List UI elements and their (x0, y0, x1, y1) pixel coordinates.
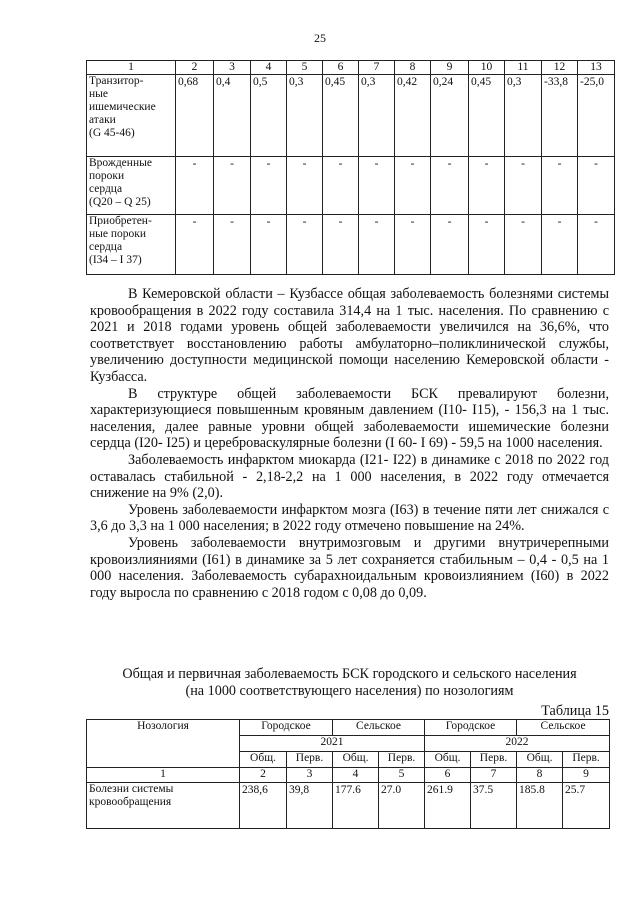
cell-value: 261.9 (425, 783, 471, 829)
cell-value: 27.0 (379, 783, 425, 829)
table-15 (86, 719, 610, 829)
cell-value: - (214, 157, 251, 215)
cell-value: - (323, 215, 359, 275)
cell-value: - (287, 215, 323, 275)
cell-value: 37.5 (471, 783, 517, 829)
cell-value: - (578, 157, 615, 215)
header-cell: 6 (323, 61, 359, 75)
cell-value: 0,3 (359, 75, 395, 157)
row-name-line: сердца (89, 241, 123, 253)
paragraph: Уровень заболеваемости инфарктом мозга (I63) в течение пяти лет снижался с 3,6 до 3,3 на 1 000 населения; в 2022 году отмечено повышение на 24%. (90, 501, 609, 535)
cell-value: - (214, 215, 251, 275)
cell-value: 0,4 (214, 75, 251, 157)
cell-value: - (469, 215, 505, 275)
row-name (87, 783, 240, 829)
row-name-line: сердца (89, 183, 123, 195)
paragraph: В структуре общей заболеваемости БСК превалируют болезни, характеризующиеся повышенным кровяным давлением (I10- I15), - 156,3 на 1 тыс. населения, далее равные уровни общей заболеваемости ишемические болезни сердца (I20- I25) и цереброваскулярные болезни (I 60- I 69) - 59,5 на 1000 населения. (90, 385, 609, 452)
header-cell: 11 (505, 61, 542, 75)
cell-value: - (359, 157, 395, 215)
cell-value: 185.8 (517, 783, 563, 829)
header-cell: 2 (176, 61, 214, 75)
table-header-row (87, 61, 615, 75)
table-row (87, 75, 615, 157)
table-header-row (87, 720, 610, 736)
primary-header: Перв. (287, 752, 333, 768)
table-caption (90, 666, 609, 699)
row-name-line: (Q20 – Q 25) (89, 196, 151, 208)
row-name-line: Транзитор- (89, 75, 144, 87)
caption-line: (на 1000 соответствующего населения) по нозологиям (185, 682, 514, 699)
cell-value: 0,3 (505, 75, 542, 157)
header-cell: 8 (395, 61, 431, 75)
column-number: 4 (333, 768, 379, 783)
cell-value: - (176, 157, 214, 215)
cell-value: - (578, 215, 615, 275)
table-row (87, 215, 615, 275)
row-name-line: (I34 – I 37) (89, 254, 142, 266)
column-number: 9 (563, 768, 610, 783)
year-header: 2021 (240, 736, 425, 752)
row-name-line: Приобретен- (89, 215, 152, 227)
cell-value: 0,5 (251, 75, 287, 157)
primary-header: Перв. (563, 752, 610, 768)
cell-value: 25.7 (563, 783, 610, 829)
table-row (87, 783, 610, 829)
cell-value: - (431, 157, 469, 215)
row-name-line: кровообращения (89, 796, 172, 808)
rural-header: Сельское (333, 720, 425, 736)
cell-value: - (395, 215, 431, 275)
total-header: Общ. (517, 752, 563, 768)
cell-value: - (359, 215, 395, 275)
cell-value: - (505, 215, 542, 275)
row-name (87, 75, 176, 157)
cell-value: - (469, 157, 505, 215)
cell-value: - (542, 157, 578, 215)
total-header: Общ. (240, 752, 287, 768)
column-number: 3 (287, 768, 333, 783)
column-number: 6 (425, 768, 471, 783)
table-label: Таблица 15 (541, 703, 609, 719)
cell-value: 0,3 (287, 75, 323, 157)
row-name-line: пороки (89, 170, 125, 182)
body-text (90, 286, 609, 601)
primary-header: Перв. (379, 752, 425, 768)
column-number-row (87, 768, 610, 783)
rural-header: Сельское (517, 720, 610, 736)
header-cell: 5 (287, 61, 323, 75)
row-name-line: ишемические (89, 101, 156, 113)
header-cell: 12 (542, 61, 578, 75)
urban-header: Городское (425, 720, 517, 736)
column-number: 7 (471, 768, 517, 783)
page-number: 25 (314, 31, 326, 45)
column-number: 2 (240, 768, 287, 783)
row-name-line: ные (89, 88, 108, 100)
nosology-header: Нозология (87, 720, 240, 768)
column-number: 5 (379, 768, 425, 783)
cell-value: - (287, 157, 323, 215)
cell-value: - (431, 215, 469, 275)
cell-value: - (251, 215, 287, 275)
cell-value: - (395, 157, 431, 215)
cell-value: 39,8 (287, 783, 333, 829)
cell-value: 238,6 (240, 783, 287, 829)
row-name-line: ные пороки (89, 228, 147, 240)
urban-header: Городское (240, 720, 333, 736)
paragraph: В Кемеровской области – Кузбассе общая заболеваемость болезнями системы кровообращения в 2022 году составила 314,4 на 1 тыс. населения. По сравнению с 2021 и 2018 годами уровень общей заболеваемости увеличился на 36,6%, что соответствует восстановлению работы амбулаторно–поликлинической службы, увеличению доступности медицинской помощи населению Кемеровской области - Кузбасса. (90, 286, 609, 385)
cell-value: 177.6 (333, 783, 379, 829)
cell-value: - (251, 157, 287, 215)
cell-value: 0,45 (469, 75, 505, 157)
cell-value: 0,45 (323, 75, 359, 157)
header-cell: 4 (251, 61, 287, 75)
row-name (87, 157, 176, 215)
column-number: 8 (517, 768, 563, 783)
cell-value: - (323, 157, 359, 215)
primary-header: Перв. (471, 752, 517, 768)
table-continuation (86, 60, 615, 275)
table-row (87, 157, 615, 215)
cell-value: 0,42 (395, 75, 431, 157)
column-number: 1 (87, 768, 240, 783)
row-name-line: Врожденные (89, 157, 152, 169)
cell-value: - (505, 157, 542, 215)
header-cell: 13 (578, 61, 615, 75)
header-cell: 7 (359, 61, 395, 75)
cell-value: -33,8 (542, 75, 578, 157)
cell-value: 0,68 (176, 75, 214, 157)
header-cell: 1 (87, 61, 176, 75)
cell-value: 0,24 (431, 75, 469, 157)
paragraph: Уровень заболеваемости внутримозговым и другими внутричерепными кровоизлияниями (I61) в динамике за 5 лет сохраняется стабильным – 0,4 - 0,5 на 1 000 населения. Заболеваемость субарахноидальным кровоизлиянием (I60) в 2022 году выросла по сравнению с 2018 годом с 0,08 до 0,09. (90, 534, 609, 601)
cell-value: -25,0 (578, 75, 615, 157)
row-name (87, 215, 176, 275)
total-header: Общ. (333, 752, 379, 768)
header-cell: 10 (469, 61, 505, 75)
row-name-line: Болезни системы (89, 783, 174, 795)
total-header: Общ. (425, 752, 471, 768)
cell-value: - (542, 215, 578, 275)
caption-line: Общая и первичная заболеваемость БСК городского и сельского населения (122, 666, 577, 682)
header-cell: 3 (214, 61, 251, 75)
row-name-line: (G 45-46) (89, 127, 135, 139)
row-name-line: атаки (89, 114, 116, 126)
cell-value: - (176, 215, 214, 275)
header-cell: 9 (431, 61, 469, 75)
paragraph: Заболеваемость инфарктом миокарда (I21- I22) в динамике с 2018 по 2022 год оставалась стабильной - 2,18-2,2 на 1 000 населения, в 2022 году отмечается снижение на 9% (2,0). (90, 451, 609, 502)
year-header: 2022 (425, 736, 610, 752)
